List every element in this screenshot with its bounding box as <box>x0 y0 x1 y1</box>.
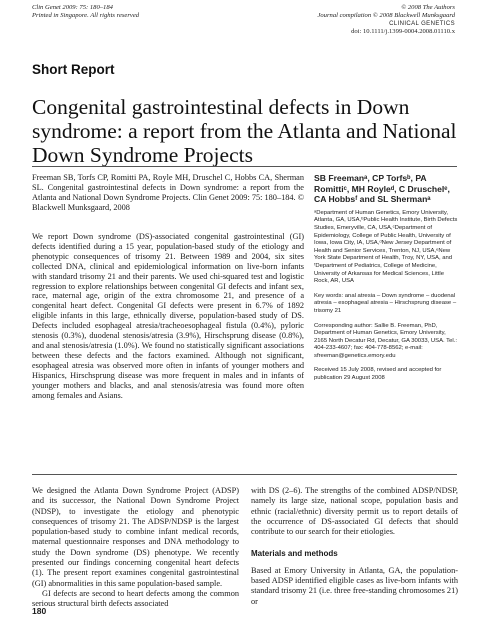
citation: Freeman SB, Torfs CP, Romitti PA, Royle MH, Druschel C, Hobbs CA, Sherman SL. Congenital gastrointestinal defects in Down syndrome: a report from the Atlanta and National Down Syndrome Projects. Clin Genet 2009: 75: 180–184. © Blackwell Munksgaard, 2008 <box>32 173 304 212</box>
compilation-line: Journal compilation © 2008 Blackwell Munksgaard <box>317 12 455 19</box>
author-list: SB Freemanᵃ, CP Torfsᵇ, PA Romittiᶜ, MH Royleᵈ, C Druschelᵉ, CA Hobbsᶠ and SL Shermanᵃ <box>314 173 450 205</box>
corresponding-author: Corresponding author: Sallie B. Freeman, PhD, Department of Human Genetics, Emory University, 2165 North Decatur Rd, Decatur, GA 30033, USA. Tel.: 404-233-4607; fax: 404-778-8562; e-mail: sfreeman@genetics.emory.edu <box>314 322 457 359</box>
printing-line: Printed in Singapore. All rights reserved <box>32 12 140 19</box>
article-title: Congenital gastrointestinal defects in Down syndrome: a report from the Atlanta and National Down Syndrome Projects <box>32 95 457 167</box>
keywords: Key words: anal atresia – Down syndrome – duodenal atresia – esophageal atresia – Hirschsprung disease – trisomy 21 <box>314 292 457 314</box>
section-label: Short Report <box>32 62 115 77</box>
running-header-right <box>317 4 455 36</box>
body-column-left <box>32 486 239 610</box>
body-paragraph: GI defects are second to heart defects among the common serious structural birth defects associated <box>32 588 239 609</box>
page-number: 180 <box>32 606 47 616</box>
copyright-line: © 2008 The Authors <box>401 4 455 11</box>
running-header-left <box>32 4 139 20</box>
doi-line: doi: 10.1111/j.1399-0004.2008.01110.x <box>351 28 455 35</box>
abstract: We report Down syndrome (DS)-associated congenital gastrointestinal (GI) defects identified during a 15 year, population-based study of the etiology and phenotypic consequences of trisomy 21. Between 1989 and 2004, six sites collected DNA, clinical and epidemiological information on live-born infants with standard trisomy 21 and their parents. We used chi-squared test and logistic regression to explore relationships between congenital GI defects and infant sex, race, maternal age, origin of the extra chromosome 21, and presence of a congenital heart defect. Congenital GI defects were present in 6.7% of 1892 eligible infants in this large, ethnically diverse, population-based study of DS. Defects included esophageal atresia/tracheoesophageal fistula (0.4%), pyloric stenosis (0.3%), duodenal stenosis/atresia (3.9%), Hirschsprung disease (0.8%), and anal stenosis/atresia (1.0%). We found no statistically significant associations between these defects and the factors examined. Although not significant, esophageal atresia was observed more often in infants of younger mothers and Hispanics, Hirschsprung disease was more frequent in males and in infants of younger mothers and blacks, and anal stenosis/atresia was found more often among females and Asians. <box>32 232 304 400</box>
journal-citation-line: Clin Genet 2009: 75: 180–184 <box>32 4 113 11</box>
author-sidebar <box>314 173 459 383</box>
journal-name: CLINICAL GENETICS <box>389 21 455 27</box>
body-paragraph: with DS (2–6). The strengths of the combined ADSP/NDSP, namely its large size, national scope, population basis and ethnic (racial/ethnic) diversity permit us to report details of the occurrence of DS-associated GI defects that should contribute to our search for their etiologies. <box>251 486 458 537</box>
methods-heading: Materials and methods <box>251 549 338 559</box>
received-dates: Received 15 July 2008, revised and accepted for publication 29 August 2008 <box>314 367 442 382</box>
bottom-divider <box>32 474 457 475</box>
body-paragraph: We designed the Atlanta Down Syndrome Project (ADSP) and its successor, the National Down Syndrome Project (NDSP), to investigate the etiology and phenotypic consequences of trisomy 21. The ADSP/NDSP is the largest population-based study to combine infant medical records, maternal questionnaire responses and DNA methodology to study the Down syndrome (DS) phenotype. We recently presented our findings concerning congenital heart defects (1). The present report examines congenital gastrointestinal (GI) abnormalities in this same population-based sample. <box>32 486 239 588</box>
affiliations: ᵃDepartment of Human Genetics, Emory University, Atlanta, GA, USA,ᵇPublic Health Institute, Birth Defects Studies, Emeryville, CA, USA,ᶜDepartment of Epidemiology, College of Public Health, University of Iowa, Iowa City, IA, USA,ᵈNew Jersey Department of Health and Senior Services, Trenton, NJ, USA,ᵉNew York State Department of Health, Troy, NY, USA, and ᶠDepartment of Pediatrics, College of Medicine, University of Arkansas for Medical Sciences, Little Rock, AR, USA <box>314 209 458 285</box>
body-column-right <box>251 486 458 607</box>
body-paragraph: Based at Emory University in Atlanta, GA, the population-based ADSP identified eligible cases as live-born infants with standard trisomy 21 (i.e. three free-standing chromosomes 21) or <box>251 565 458 606</box>
top-divider <box>32 166 457 167</box>
